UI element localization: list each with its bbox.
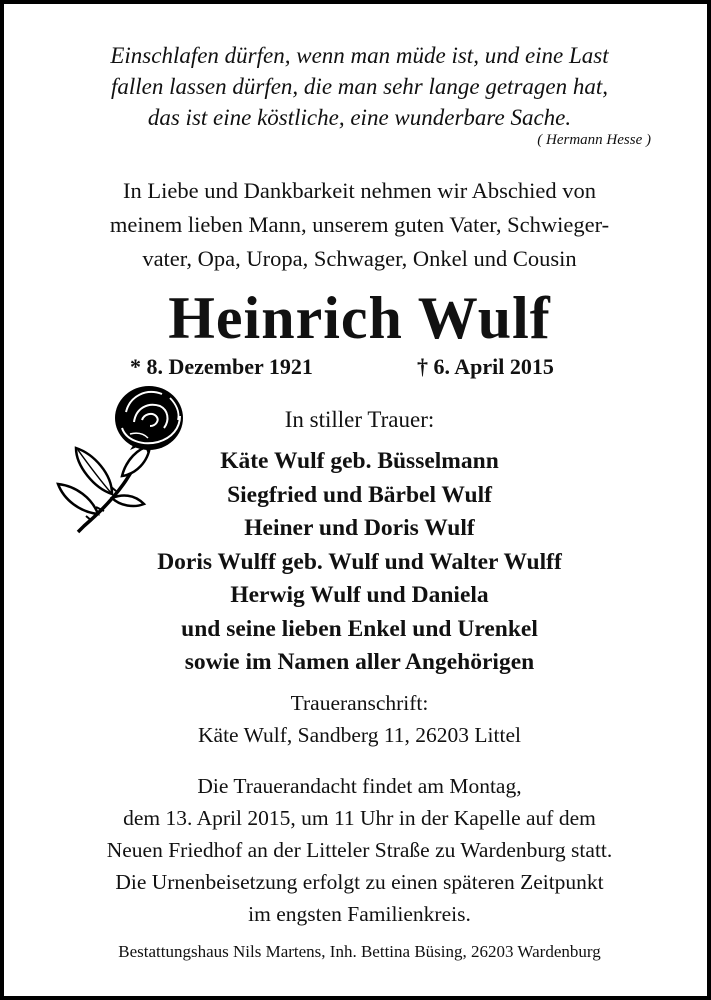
- mourner-name: Herwig Wulf und Daniela: [230, 582, 489, 608]
- intro-line: vater, Opa, Uropa, Schwager, Onkel und Cousin: [142, 246, 577, 271]
- deceased-name: Heinrich Wulf: [168, 285, 551, 351]
- address-label: Traueranschrift:: [290, 691, 429, 715]
- service-line: im engsten Familienkreis.: [248, 902, 471, 926]
- mourner-name: und seine lieben Enkel und Urenkel: [181, 615, 538, 642]
- mourner-name: Käte Wulf geb. Büsselmann: [220, 448, 499, 474]
- address-value: Käte Wulf, Sandberg 11, 26203 Littel: [198, 723, 521, 747]
- mourning-address: [4, 687, 711, 751]
- quote-line: Einschlafen dürfen, wenn man müde ist, und eine Last: [110, 43, 609, 68]
- service-line: Neuen Friedhof an der Litteler Straße zu Wardenburg statt.: [106, 838, 613, 862]
- mourner-name: Siegfried und Bärbel Wulf: [227, 481, 492, 508]
- death-date: † 6. April 2015: [417, 354, 554, 379]
- service-line: Die Urnenbeisetzung erfolgt zu einen späteren Zeitpunkt: [115, 870, 604, 894]
- service-line: Die Trauerandacht findet am Montag,: [197, 774, 522, 798]
- mourning-title: In stiller Trauer:: [284, 407, 435, 432]
- mourner-name: Doris Wulff geb. Wulf und Walter Wulff: [157, 548, 562, 575]
- quote-author: ( Hermann Hesse ): [537, 132, 651, 148]
- birth-date: * 8. Dezember 1921: [130, 354, 313, 379]
- service-info: [4, 770, 711, 930]
- intro-line: In Liebe und Dankbarkeit nehmen wir Abschied von: [123, 178, 596, 203]
- mourner-name: sowie im Namen aller Angehörigen: [184, 649, 535, 675]
- funeral-home: Bestattungshaus Nils Martens, Inh. Bettina Büsing, 26203 Wardenburg: [118, 942, 601, 961]
- mourners-list: [4, 445, 711, 680]
- intro-text: [4, 174, 711, 276]
- quote-line: das ist eine köstliche, eine wunderbare Sache.: [147, 105, 572, 130]
- service-line: dem 13. April 2015, um 11 Uhr in der Kapelle auf dem: [123, 806, 596, 830]
- quote: [4, 40, 711, 133]
- mourner-name: Heiner und Doris Wulf: [244, 515, 475, 541]
- quote-line: fallen lassen dürfen, die man sehr lange getragen hat,: [111, 74, 608, 99]
- intro-line: meinem lieben Mann, unserem guten Vater, Schwieger-: [109, 212, 610, 237]
